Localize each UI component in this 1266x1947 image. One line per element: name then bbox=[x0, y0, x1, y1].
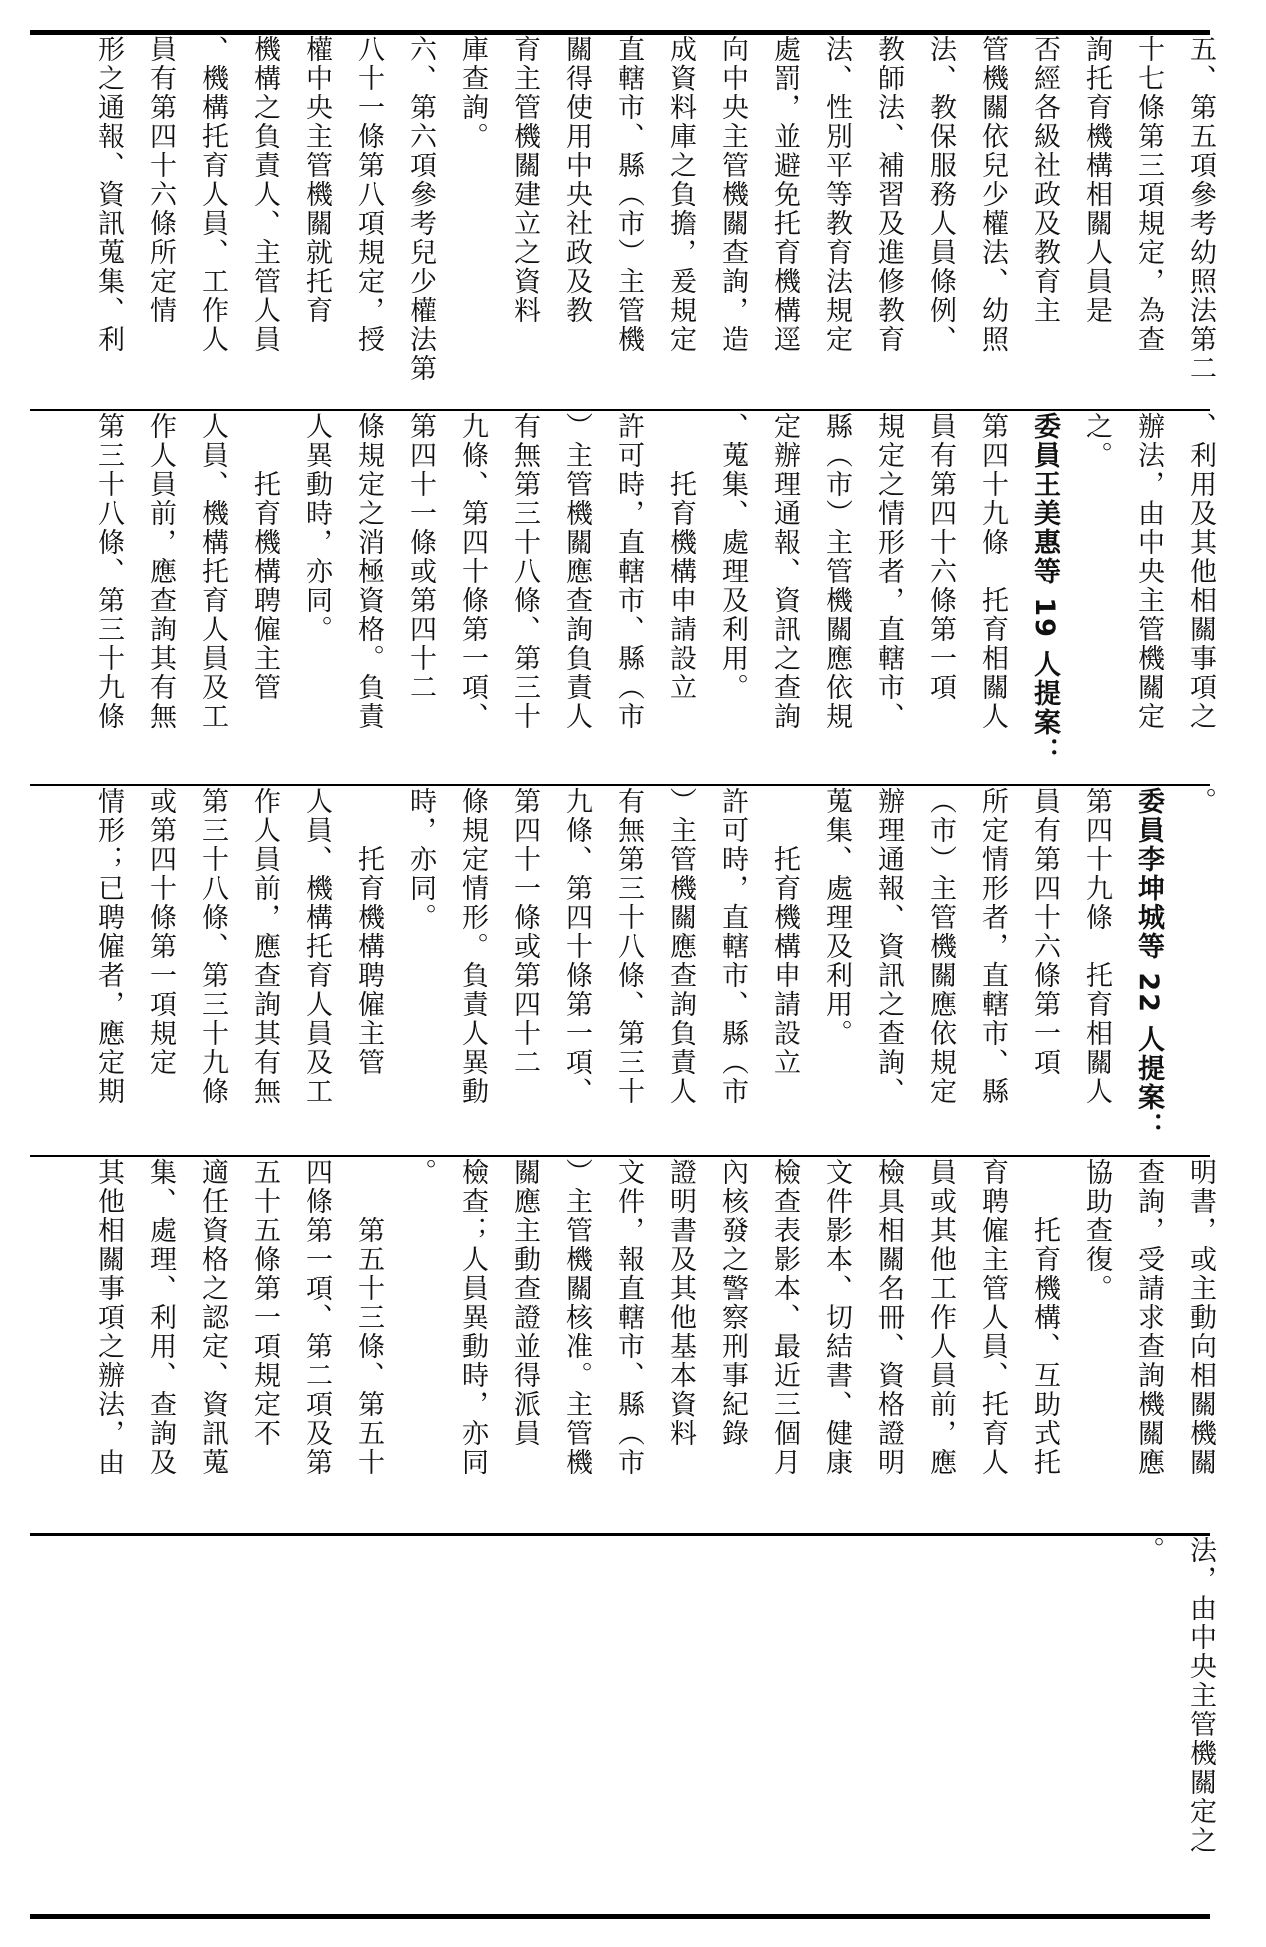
text-line: 直轄市、縣（市）主管機 bbox=[613, 35, 644, 354]
text-line: 有無第三十八條、第三十 bbox=[613, 787, 644, 1106]
text-line: 育主管機關建立之資料 bbox=[509, 35, 540, 325]
text-line: 第四十九條 托育相關人 bbox=[977, 412, 1008, 731]
text-line: 八十一條第八項規定，授 bbox=[353, 35, 384, 354]
text-line: 形之通報、資訊蒐集、利 bbox=[93, 35, 124, 354]
text-line: 九條、第四十條第一項、 bbox=[457, 412, 488, 731]
text-line: 檢查；人員異動時，亦同 bbox=[457, 1158, 488, 1477]
text-line: 許可時，直轄市、縣（市 bbox=[613, 412, 644, 731]
text-line: 文件，報直轄市、縣（市 bbox=[613, 1158, 644, 1477]
band-divider-3 bbox=[30, 1155, 1210, 1157]
text-line: 四條第一項、第二項及第 bbox=[301, 1158, 332, 1477]
text-line: 辦法，由中央主管機關定 bbox=[1133, 412, 1164, 731]
text-line: 、蒐集、處理及利用。 bbox=[717, 412, 748, 702]
text-line: （市）主管機關應依規定 bbox=[925, 787, 956, 1106]
text-band-3 bbox=[30, 787, 1216, 1155]
text-line: 九條、第四十條第一項、 bbox=[561, 787, 592, 1106]
text-line: 查詢，受請求查詢機關應 bbox=[1133, 1158, 1164, 1477]
band-divider-2 bbox=[30, 784, 1210, 786]
text-line: 情形；已聘僱者，應定期 bbox=[93, 787, 124, 1106]
text-line: 育聘僱主管人員、托育人 bbox=[977, 1158, 1008, 1477]
text-line: 定辦理通報、資訊之查詢 bbox=[769, 412, 800, 731]
text-line: 蒐集、處理及利用。 bbox=[821, 787, 852, 1048]
text-line: 第三十八條、第三十九條 bbox=[197, 787, 228, 1106]
text-line: ）主管機關應查詢負責人 bbox=[665, 787, 696, 1106]
text-line: 條規定情形。負責人異動 bbox=[457, 787, 488, 1106]
text-line: 檢查表影本、最近三個月 bbox=[769, 1158, 800, 1477]
text-line: 作人員前，應查詢其有無 bbox=[145, 412, 176, 731]
text-line: 法、教保服務人員條例、 bbox=[925, 35, 956, 354]
text-line: 委員李坤城等 22 人提案： bbox=[1133, 787, 1164, 1142]
text-line: 時，亦同。 bbox=[405, 787, 436, 932]
text-line: 向中央主管機關查詢，造 bbox=[717, 35, 748, 354]
text-line: 成資料庫之負擔，爰規定 bbox=[665, 35, 696, 354]
text-line: 處罰，並避免托育機構逕 bbox=[769, 35, 800, 354]
band-divider-4 bbox=[30, 1533, 1210, 1536]
text-line: 托育機構聘僱主管 bbox=[249, 412, 280, 702]
text-line: 員有第四十六條第一項 bbox=[925, 412, 956, 702]
text-line: 集、處理、利用、查詢及 bbox=[145, 1158, 176, 1477]
text-line: 管機關依兒少權法、幼照 bbox=[977, 35, 1008, 354]
text-line: 托育機構申請設立 bbox=[665, 412, 696, 702]
text-line: 五十五條第一項規定不 bbox=[249, 1158, 280, 1448]
text-line: 委員王美惠等 19 人提案： bbox=[1029, 412, 1060, 767]
text-line: 法，由中央主管機關定之 bbox=[1185, 1536, 1216, 1855]
text-line: 人異動時，亦同。 bbox=[301, 412, 332, 644]
text-line: 庫查詢。 bbox=[457, 35, 488, 151]
text-line: 所定情形者，直轄市、縣 bbox=[977, 787, 1008, 1106]
text-line: 辦理通報、資訊之查詢、 bbox=[873, 787, 904, 1106]
text-line: 證明書及其他基本資料 bbox=[665, 1158, 696, 1448]
text-line: 人員、機構托育人員及工 bbox=[301, 787, 332, 1106]
text-line: 作人員前，應查詢其有無 bbox=[249, 787, 280, 1106]
text-line: 協助查復。 bbox=[1081, 1158, 1112, 1303]
text-line: 條規定之消極資格。負責 bbox=[353, 412, 384, 731]
text-line: 教師法、補習及進修教育 bbox=[873, 35, 904, 354]
text-line: 否經各級社政及教育主 bbox=[1029, 35, 1060, 325]
text-line: 機構之負責人、主管人員 bbox=[249, 35, 280, 354]
text-line: 、機構托育人員、工作人 bbox=[197, 35, 228, 354]
band-divider-1 bbox=[30, 409, 1210, 411]
text-line: 第三十八條、第三十九條 bbox=[93, 412, 124, 731]
text-band-1 bbox=[30, 35, 1216, 409]
bottom-rule bbox=[30, 1914, 1210, 1919]
text-line: 關得使用中央社政及教 bbox=[561, 35, 592, 325]
text-line: 第四十一條或第四十二 bbox=[509, 787, 540, 1077]
text-line: 關應主動查證並得派員 bbox=[509, 1158, 540, 1448]
text-line: 詢托育機構相關人員是 bbox=[1081, 35, 1112, 325]
text-line: 員或其他工作人員前，應 bbox=[925, 1158, 956, 1477]
text-line: 、利用及其他相關事項之 bbox=[1185, 412, 1216, 731]
text-line: ）主管機關核准。主管機 bbox=[561, 1158, 592, 1477]
text-line: 員有第四十六條第一項 bbox=[1029, 787, 1060, 1077]
text-band-5 bbox=[30, 1536, 1216, 1914]
text-line: 第四十一條或第四十二 bbox=[405, 412, 436, 702]
text-line: 第五十三條、第五十 bbox=[353, 1158, 384, 1477]
text-line: 。 bbox=[1185, 787, 1216, 816]
text-band-2 bbox=[30, 412, 1216, 784]
text-line: 檢具相關名冊、資格證明 bbox=[873, 1158, 904, 1477]
text-line: 之。 bbox=[1081, 412, 1112, 470]
text-line: 第四十九條 托育相關人 bbox=[1081, 787, 1112, 1106]
text-line: 十七條第三項規定，為查 bbox=[1133, 35, 1164, 354]
text-line: 。 bbox=[1133, 1536, 1164, 1565]
text-line: 托育機構、互助式托 bbox=[1029, 1158, 1060, 1477]
text-line: 縣（市）主管機關應依規 bbox=[821, 412, 852, 731]
text-line: ）主管機關應查詢負責人 bbox=[561, 412, 592, 731]
text-line: 人員、機構托育人員及工 bbox=[197, 412, 228, 731]
text-line: 托育機構聘僱主管 bbox=[353, 787, 384, 1077]
text-line: 許可時，直轄市、縣（市 bbox=[717, 787, 748, 1106]
text-line: 法、性別平等教育法規定 bbox=[821, 35, 852, 354]
text-line: 六、第六項參考兒少權法第 bbox=[405, 35, 436, 383]
text-line: 適任資格之認定、資訊蒐 bbox=[197, 1158, 228, 1477]
text-line: 規定之情形者，直轄市、 bbox=[873, 412, 904, 731]
text-line: 五、第五項參考幼照法第二 bbox=[1185, 35, 1216, 383]
text-line: 權中央主管機關就托育 bbox=[301, 35, 332, 325]
text-line: 員有第四十六條所定情 bbox=[145, 35, 176, 325]
text-line: 托育機構申請設立 bbox=[769, 787, 800, 1077]
text-line: 文件影本、切結書、健康 bbox=[821, 1158, 852, 1477]
text-line: 內核發之警察刑事紀錄 bbox=[717, 1158, 748, 1448]
text-band-4 bbox=[30, 1158, 1216, 1533]
text-line: 明書，或主動向相關機關 bbox=[1185, 1158, 1216, 1477]
text-line: 。 bbox=[405, 1158, 436, 1187]
text-line: 有無第三十八條、第三十 bbox=[509, 412, 540, 731]
text-line: 或第四十條第一項規定 bbox=[145, 787, 176, 1077]
text-line: 其他相關事項之辦法，由 bbox=[93, 1158, 124, 1477]
